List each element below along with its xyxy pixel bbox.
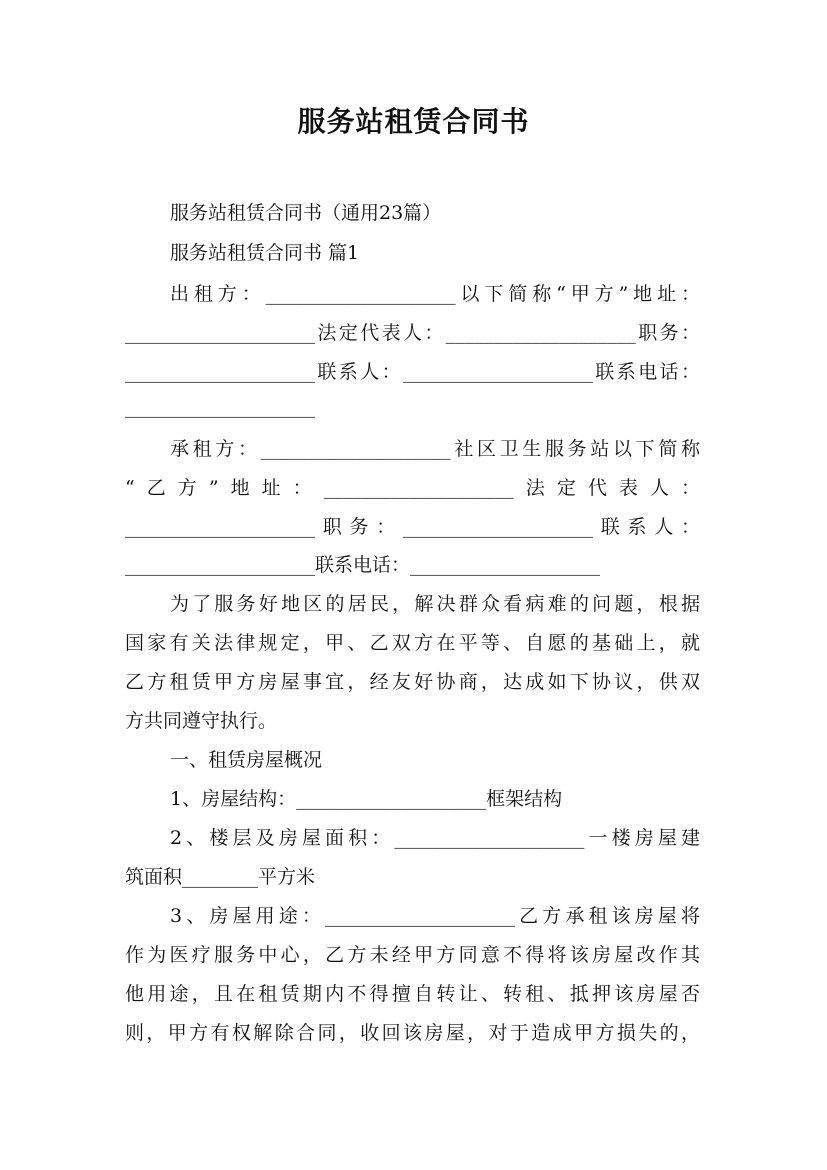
paragraph-line: 国家有关法律规定，甲、乙双方在平等、自愿的基础上，就 [125,632,700,654]
text-line: ____________________ [125,396,315,418]
section-heading: 服务站租赁合同书 篇1 [170,242,360,264]
text-line: 2、楼层及房屋面积：____________________一楼房屋建 [170,827,700,849]
text-line: 出租方：____________________以下简称“甲方”地址： [170,283,700,305]
text-line: 1、房屋结构：____________________框架结构 [170,788,563,810]
text-line: ____________________法定代表人：____________________职务： [125,322,700,344]
document-title: 服务站租赁合同书 [297,105,530,138]
text-line: 筑面积________平方米 [125,866,316,888]
text-line: 承租方：____________________社区卫生服务站以下简称 [170,438,700,460]
subtitle-line: 服务站租赁合同书（通用23篇） [170,202,442,224]
paragraph-line: 3、房屋用途：____________________乙方承租该房屋将 [170,905,700,927]
paragraph-line: 方共同遵守执行。 [125,710,278,732]
paragraph-line: 乙方租赁甲方房屋事宜，经友好协商，达成如下协议，供双 [125,671,700,693]
section-heading: 一、租赁房屋概况 [170,749,323,771]
paragraph-line: 为了服务好地区的居民，解决群众看病难的问题，根据 [170,593,700,615]
paragraph-line: 则，甲方有权解除合同，收回该房屋，对于造成甲方损失的， [125,1022,700,1044]
text-line: ____________________联系人：____________________联系电话： [125,361,700,383]
text-line: “乙方”地址：____________________法定代表人： [125,477,700,499]
text-line: ____________________联系电话：____________________ [125,554,601,576]
text-line: ____________________职务：____________________联系人： [125,516,700,538]
paragraph-line: 作为医疗服务中心，乙方未经甲方同意不得将该房屋改作其 [125,944,700,966]
paragraph-line: 他用途，且在租赁期内不得擅自转让、转租、抵押该房屋否 [125,983,700,1005]
